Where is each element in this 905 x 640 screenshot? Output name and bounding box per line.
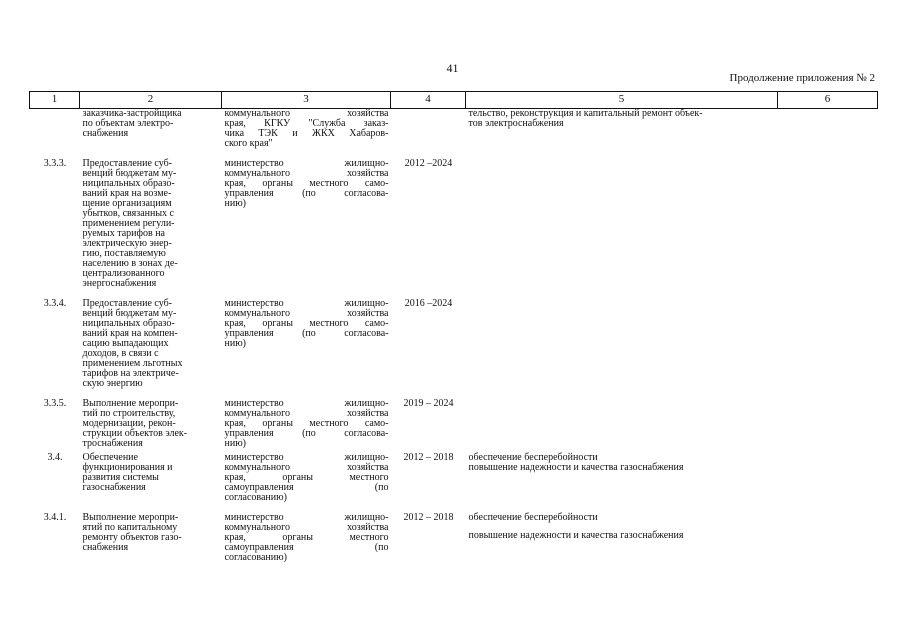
- expected-result-line: тельство, реконструкция и капитальный ремонт объек-: [468, 108, 703, 119]
- table-row: [30, 109, 878, 150]
- activity-name: [80, 109, 222, 150]
- table-row: [30, 399, 878, 449]
- expected-result-line: тов электроснабжения: [468, 118, 564, 129]
- note: [778, 513, 878, 563]
- activity-name-line: снабжения: [82, 128, 129, 139]
- activity-name: [80, 159, 222, 289]
- note: [778, 109, 878, 150]
- row-number: 3.3.3.: [43, 158, 67, 169]
- executor-line: согласованию): [224, 552, 287, 563]
- activity-name-line: скую энергию: [82, 378, 143, 389]
- column-header-1: 1: [30, 92, 80, 109]
- row-number: [30, 109, 80, 150]
- executor-line: министерство жилищно-: [224, 158, 389, 169]
- activity-name-line: руемых тарифов на: [82, 228, 165, 239]
- executor: [222, 399, 391, 449]
- note: [778, 453, 878, 503]
- expected-result: [466, 453, 778, 503]
- activity-name-line: гию, поставляемую: [82, 248, 166, 259]
- executor-line: коммунального хозяйства: [224, 108, 389, 119]
- executor-line: министерство жилищно-: [224, 452, 389, 463]
- executor-line: нию): [224, 338, 247, 349]
- note: [778, 299, 878, 389]
- table-row: [30, 159, 878, 289]
- expected-result-line: обеспечение бесперебойности: [468, 452, 598, 463]
- row-number: 3.3.5.: [43, 398, 67, 409]
- activity-name-line: снабжения: [82, 542, 129, 553]
- activity-name-line: тарифов на электриче-: [82, 368, 179, 379]
- activity-name-line: троснабжения: [82, 438, 143, 449]
- expected-result-line: обеспечение бесперебойности: [468, 512, 598, 523]
- executor-line: управления (по согласова-: [224, 188, 389, 199]
- executor-line: края, органы местного: [224, 472, 389, 483]
- table-row: [30, 299, 878, 389]
- activity-name-line: тий по строительству,: [82, 408, 176, 419]
- column-header-5: 5: [466, 92, 778, 109]
- executor-line: коммунального хозяйства: [224, 308, 389, 319]
- activity-name-line: по объектам электро-: [82, 118, 174, 129]
- activity-name-line: ваний края на компен-: [82, 328, 178, 339]
- expected-result: [466, 399, 778, 449]
- activity-name-line: газоснабжения: [82, 482, 146, 493]
- activity-name: [80, 399, 222, 449]
- executor-line: ского края": [224, 138, 273, 149]
- activity-name-line: ниципальных образо-: [82, 318, 175, 329]
- activity-name-line: ниципальных образо-: [82, 178, 175, 189]
- period: 2019 – 2024: [403, 398, 454, 409]
- activity-name-line: Выполнение меропри-: [82, 512, 179, 523]
- executor-line: края, КГКУ "Служба заказ-: [224, 118, 389, 129]
- executor-line: чика ТЭК и ЖКХ Хабаров-: [224, 128, 389, 139]
- executor-line: министерство жилищно-: [224, 512, 389, 523]
- note: [778, 159, 878, 289]
- executor-line: края, органы местного само-: [224, 418, 389, 429]
- executor-line: министерство жилищно-: [224, 298, 389, 309]
- executor-line: самоуправления (по: [224, 482, 389, 493]
- executor: [222, 453, 391, 503]
- program-table: [29, 91, 878, 563]
- executor-line: самоуправления (по: [224, 542, 389, 553]
- activity-name-line: применением льготных: [82, 358, 183, 369]
- activity-name-line: модернизации, рекон-: [82, 418, 176, 429]
- activity-name-line: населению в зонах де-: [82, 258, 178, 269]
- activity-name-line: Предоставление суб-: [82, 158, 172, 169]
- executor-line: нию): [224, 198, 247, 209]
- period: 2012 – 2018: [403, 512, 454, 523]
- expected-result: [466, 513, 778, 563]
- executor-line: управления (по согласова-: [224, 328, 389, 339]
- row-number: 3.4.: [47, 452, 63, 463]
- expected-result-line: повышение надежности и качества газоснабжения: [468, 530, 684, 541]
- period: 2012 –2024: [404, 158, 453, 169]
- activity-name-line: ятий по капитальному: [82, 522, 178, 533]
- executor-line: края, органы местного само-: [224, 318, 389, 329]
- column-header-2: 2: [80, 92, 222, 109]
- activity-name-line: заказчика-застройщика: [82, 108, 182, 119]
- column-header-6: 6: [778, 92, 878, 109]
- executor-line: коммунального хозяйства: [224, 408, 389, 419]
- activity-name-line: сацию выпадающих: [82, 338, 169, 349]
- executor: [222, 513, 391, 563]
- activity-name-line: Обеспечение: [82, 452, 138, 463]
- executor-line: края, органы местного: [224, 532, 389, 543]
- activity-name-line: Выполнение меропри-: [82, 398, 179, 409]
- note: [778, 399, 878, 449]
- expected-result: [466, 159, 778, 289]
- row-number: 3.3.4.: [43, 298, 67, 309]
- page-number: 41: [446, 61, 459, 75]
- table-row: [30, 513, 878, 563]
- activity-name-line: энергоснабжения: [82, 278, 157, 289]
- activity-name-line: венций бюджетам му-: [82, 168, 177, 179]
- continuation-label: Продолжение приложения № 2: [729, 72, 875, 84]
- activity-name-line: электрическую энер-: [82, 238, 172, 249]
- executor-line: согласованию): [224, 492, 287, 503]
- activity-name-line: венций бюджетам му-: [82, 308, 177, 319]
- expected-result: [466, 109, 778, 150]
- executor-line: нию): [224, 438, 247, 449]
- executor-line: коммунального хозяйства: [224, 168, 389, 179]
- activity-name-line: централизованного: [82, 268, 165, 279]
- expected-result-line: повышение надежности и качества газоснабжения: [468, 462, 684, 473]
- expected-result: [466, 299, 778, 389]
- activity-name-line: применением регули-: [82, 218, 175, 229]
- activity-name-line: развития системы: [82, 472, 159, 483]
- activity-name-line: доходов, в связи с: [82, 348, 159, 359]
- period: [391, 109, 466, 150]
- activity-name-line: убытков, связанных с: [82, 208, 174, 219]
- executor: [222, 159, 391, 289]
- executor-line: управления (по согласова-: [224, 428, 389, 439]
- activity-name-line: ремонту объектов газо-: [82, 532, 182, 543]
- executor-line: коммунального хозяйства: [224, 522, 389, 533]
- executor: [222, 109, 391, 150]
- executor-line: края, органы местного само-: [224, 178, 389, 189]
- table-row: [30, 453, 878, 503]
- row-number: 3.4.1.: [43, 512, 67, 523]
- activity-name-line: Предоставление суб-: [82, 298, 172, 309]
- activity-name-line: ваний края на возме-: [82, 188, 172, 199]
- column-header-4: 4: [391, 92, 466, 109]
- table-header-row: [30, 92, 878, 109]
- activity-name-line: струкции объектов элек-: [82, 428, 188, 439]
- activity-name: [80, 453, 222, 503]
- executor: [222, 299, 391, 389]
- executor-line: коммунального хозяйства: [224, 462, 389, 473]
- activity-name-line: функционирования и: [82, 462, 173, 473]
- column-header-3: 3: [222, 92, 391, 109]
- period: 2016 –2024: [404, 298, 453, 309]
- activity-name-line: щение организациям: [82, 198, 172, 209]
- period: 2012 – 2018: [403, 452, 454, 463]
- activity-name: [80, 513, 222, 563]
- activity-name: [80, 299, 222, 389]
- executor-line: министерство жилищно-: [224, 398, 389, 409]
